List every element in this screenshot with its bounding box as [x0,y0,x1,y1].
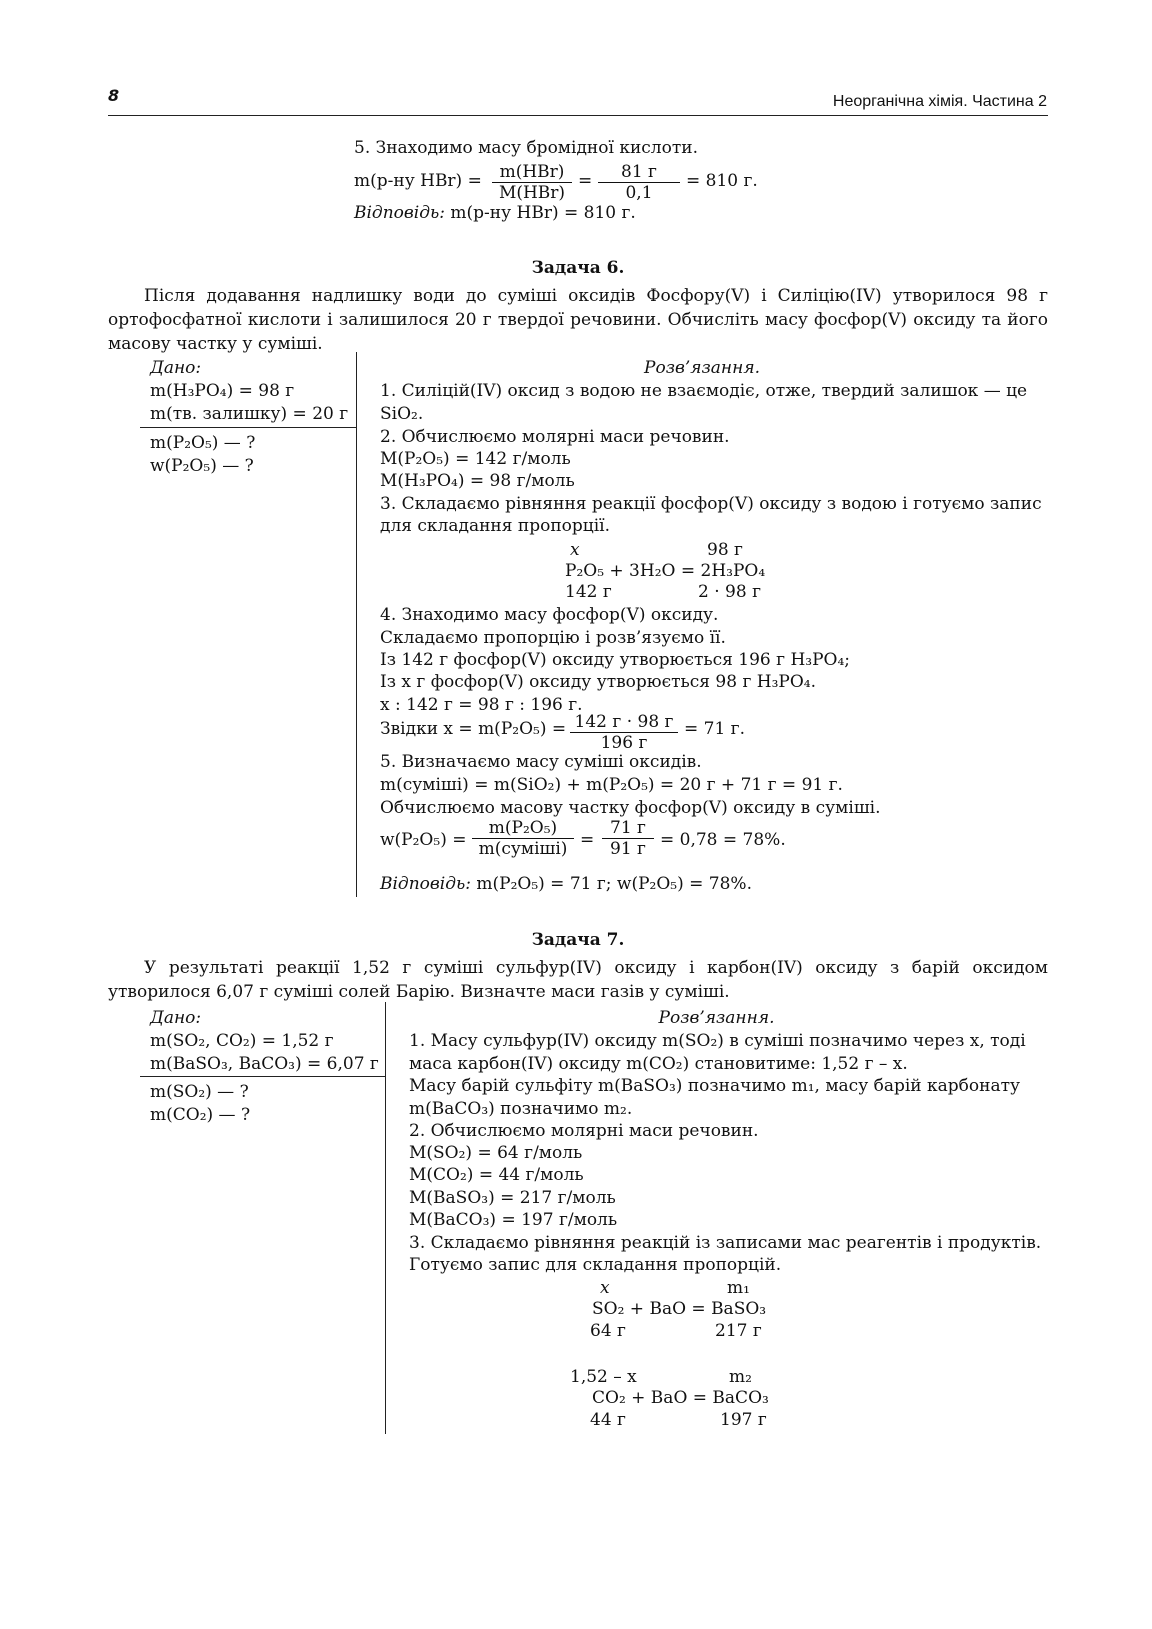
task-6-m2: M(H₃PO₄) = 98 г/моль [380,471,575,491]
task-6-s1b: SiO₂. [380,404,424,424]
task-6-w-lhs: w(P₂O₅) = [380,830,467,850]
fraction-2 [598,162,680,203]
task-7-statement: У результаті реакції 1,52 г суміші сульфур(IV) оксиду і карбон(IV) оксиду з барій оксидом утворилося 6,07 г суміші солей Барію. Визначте маси газів у суміші. [108,958,1048,1002]
task-6-s3b: для складання пропорції. [380,516,610,536]
step-5: 5. Знаходимо масу бромідної кислоти. [354,138,698,158]
task-7-s3b: Готуємо запис для складання пропорцій. [409,1255,782,1275]
task-6-s5c: Обчислюємо масову частку фосфор(V) оксиду в суміші. [380,798,881,818]
task-7-given-2: m(BaSO₃, BaCO₃) = 6,07 г [150,1054,379,1074]
task-6-statement: Після додавання надлишку води до суміші оксидів Фосфору(V) і Силіцію(IV) утворилося 98 г ортофосфатної кислоти і залишилося 20 г твердої речовини. Обчисліть масу фосфор(V) оксиду та його масову частку у суміші. [108,286,1048,354]
task-7-find-1: m(SO₂) — ? [150,1082,249,1102]
task-7-equation-1: SO₂ + BaO = BaSO₃ [592,1299,767,1319]
task-6-solution-label: Розв’язання. [644,358,760,378]
header-rule [108,115,1048,116]
fraction-2-denominator: 0,1 [625,183,653,203]
task-7-m2: M(CO₂) = 44 г/моль [409,1165,584,1185]
fraction-2-numerator: 81 г [598,162,680,183]
task-6-find-2: w(P₂O₅) — ? [150,456,254,476]
task-7-s1: 1. Масу сульфур(IV) оксиду m(SO₂) в суміші позначимо через x, тоді [409,1031,1026,1051]
answer-line [354,202,636,224]
task-6-m1: M(P₂O₅) = 142 г/моль [380,449,571,469]
task-7-s1d: m(BaCO₃) позначимо m₂. [409,1099,633,1119]
task-6-eq-top-x: x [570,540,580,560]
task-7-e2-bottom-44: 44 г [590,1410,626,1430]
task-6-w-numerator-1: m(P₂O₅) [472,818,574,839]
task-6-title: Задача 6. [531,258,625,278]
task-6-s4b: Складаємо пропорцію і розв’язуємо її. [380,628,726,648]
task-6-vertical-divider [356,352,357,897]
task-6-s4f-numerator: 142 г · 98 г [570,712,678,733]
task-6-s5b: m(суміші) = m(SiO₂) + m(P₂O₅) = 20 г + 71 г = 91 г. [380,775,843,795]
equals-sign: = [578,171,593,191]
task-6-w-fraction-2 [602,818,654,859]
task-6-answer-label: Відповідь: [380,874,471,894]
task-6-s3: 3. Складаємо рівняння реакції фосфор(V) оксиду з водою і готуємо запис [380,494,1042,514]
task-7-e2-top-m2: m₂ [729,1367,752,1387]
task-6-given-label: Дано: [150,358,202,378]
formula-result: = 810 г. [686,171,758,191]
task-7-e1-top-x: x [600,1278,610,1298]
task-6-given-divider [140,427,356,428]
task-7-s1b: маса карбон(IV) оксиду m(CO₂) становитиме: 1,52 г – x. [409,1054,908,1074]
task-6-s4e: x : 142 г = 98 г : 196 г. [380,695,583,715]
formula-lhs: m(р-ну HBr) = [354,171,482,191]
task-6-equation: P₂O₅ + 3H₂O = 2H₃PO₄ [565,561,766,581]
task-7-s3: 3. Складаємо рівняння реакцій із записами мас реагентів і продуктів. [409,1233,1042,1253]
task-7-solution-label: Розв’язання. [658,1008,775,1028]
task-6-s4c: Із 142 г фосфор(V) оксиду утворюється 196 г H₃PO₄; [380,650,851,670]
task-6-s4d: Із x г фосфор(V) оксиду утворюється 98 г H₃PO₄. [380,672,817,692]
task-6-w-denominator-2: 91 г [610,839,646,859]
answer-text: m(р-ну HBr) = 810 г. [450,203,636,223]
task-6-w-equals: = [580,830,595,850]
task-7-m1: M(SO₂) = 64 г/моль [409,1143,583,1163]
answer-label: Відповідь: [354,203,445,223]
page-number: 8 [108,86,120,105]
task-6-s4f-lhs: Звідки x = m(P₂O₅) = [380,719,567,739]
task-6-w-numerator-2: 71 г [602,818,654,839]
task-6-w-fraction-1 [472,818,574,859]
task-7-m3: M(BaSO₃) = 217 г/моль [409,1188,616,1208]
task-6-eq-top-98: 98 г [707,540,743,560]
task-7-s1c: Масу барій сульфіту m(BaSO₃) позначимо m₁, масу барій карбонату [409,1076,1021,1096]
task-7-e1-top-m1: m₁ [727,1278,750,1298]
task-6-given-2: m(тв. залишку) = 20 г [150,404,349,424]
task-6-find-1: m(P₂O₅) — ? [150,433,256,453]
task-6-s4f-fraction [570,712,678,753]
task-7-vertical-divider [385,1002,386,1434]
task-7-e2-bottom-197: 197 г [720,1410,767,1430]
task-7-m4: M(BaCO₃) = 197 г/моль [409,1210,618,1230]
task-6-w-result: = 0,78 = 78%. [660,830,786,850]
task-7-given-1: m(SO₂, CO₂) = 1,52 г [150,1031,334,1051]
task-6-s4f-denominator: 196 г [600,733,648,753]
task-6-s5: 5. Визначаємо масу суміші оксидів. [380,752,702,772]
task-6-eq-bottom-142: 142 г [565,582,612,602]
task-7-e2-top-x: 1,52 – x [570,1367,637,1387]
task-7-e1-bottom-64: 64 г [590,1321,626,1341]
fraction-1-numerator: m(HBr) [492,162,572,183]
task-6-answer-line [380,873,752,895]
task-7-s2: 2. Обчислюємо молярні маси речовин. [409,1121,759,1141]
task-7-given-label: Дано: [150,1008,202,1028]
task-6-given-1: m(H₃PO₄) = 98 г [150,381,295,401]
task-6-w-denominator-1: m(суміші) [478,839,568,859]
task-7-equation-2: CO₂ + BaO = BaCO₃ [592,1388,769,1408]
task-6-s4f-result: = 71 г. [684,719,745,739]
task-6-answer-text: m(P₂O₅) = 71 г; w(P₂O₅) = 78%. [476,874,752,894]
fraction-1-denominator: M(HBr) [498,183,566,203]
task-7-title: Задача 7. [531,930,625,950]
task-6-s1: 1. Силіцій(IV) оксид з водою не взаємодіє, отже, твердий залишок — це [380,381,1028,401]
task-7-find-2: m(CO₂) — ? [150,1105,251,1125]
task-6-s2: 2. Обчислюємо молярні маси речовин. [380,427,730,447]
fraction-1 [492,162,572,203]
task-7-e1-bottom-217: 217 г [715,1321,762,1341]
task-6-s4: 4. Знаходимо масу фосфор(V) оксиду. [380,605,719,625]
running-title: Неорганічна хімія. Частина 2 [832,93,1047,110]
task-7-given-divider [140,1076,385,1077]
task-6-eq-bottom-2x98: 2 · 98 г [698,582,761,602]
